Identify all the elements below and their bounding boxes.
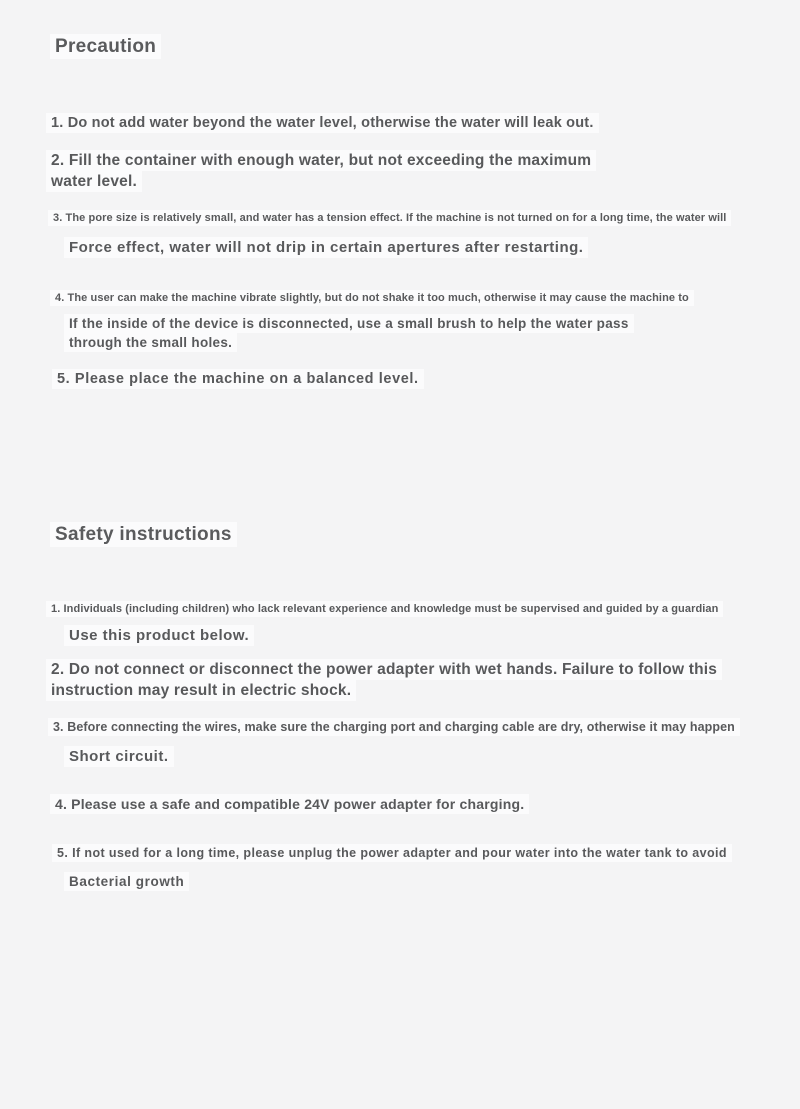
safety-item-5-intro-text: 5. If not used for a long time, please unplug the power adapter and pour water into the water tank to avoid (52, 844, 732, 862)
precaution-item-5 (52, 369, 424, 390)
precaution-item-4-intro (50, 291, 694, 306)
safety-item-2 (46, 660, 746, 701)
precaution-title (50, 36, 161, 58)
precaution-item-4-body (64, 314, 654, 352)
safety-item-3-intro-text: 3. Before connecting the wires, make sure the charging port and charging cable are dry, otherwise it may happen (48, 718, 740, 736)
precaution-item-2 (46, 151, 594, 192)
safety-item-1-body (64, 625, 254, 646)
precaution-item-3-intro-text: 3. The pore size is relatively small, and water has a tension effect. If the machine is not turned on for a long time, the water will (48, 210, 731, 226)
safety-item-3-intro (48, 719, 740, 735)
safety-item-1-intro-text: 1. Individuals (including children) who lack relevant experience and knowledge must be supervised and guided by a guardian (46, 601, 723, 617)
precaution-item-4-body-text: If the inside of the device is disconnected, use a small brush to help the water pass through the small holes. (64, 314, 634, 352)
precaution-item-1-text: 1. Do not add water beyond the water level, otherwise the water will leak out. (46, 113, 599, 133)
safety-item-3-body-text: Short circuit. (64, 746, 174, 767)
precaution-item-5-text: 5. Please place the machine on a balanced level. (52, 369, 424, 389)
safety-item-1-intro (46, 602, 723, 617)
safety-item-3-body (64, 746, 174, 767)
precaution-title-text: Precaution (50, 34, 161, 59)
safety-item-4-text: 4. Please use a safe and compatible 24V power adapter for charging. (50, 794, 529, 814)
safety-item-2-text: 2. Do not connect or disconnect the power adapter with wet hands. Failure to follow this instruction may result in electric shock. (46, 659, 722, 701)
precaution-item-3-body-text: Force effect, water will not drip in certain apertures after restarting. (64, 237, 588, 258)
precaution-item-1 (46, 113, 599, 134)
safety-title-text: Safety instructions (50, 522, 237, 547)
precaution-item-4-intro-text: 4. The user can make the machine vibrate slightly, but do not shake it too much, otherwise it may cause the machine to (50, 290, 694, 306)
safety-item-5-body-text: Bacterial growth (64, 872, 189, 891)
safety-item-5-body (64, 872, 189, 891)
precaution-item-3-intro (48, 211, 731, 226)
safety-title (50, 524, 237, 546)
safety-item-1-body-text: Use this product below. (64, 625, 254, 646)
precaution-item-2-text: 2. Fill the container with enough water, but not exceeding the maximum water level. (46, 150, 596, 192)
precaution-item-3-body (64, 237, 588, 258)
safety-item-5-intro (52, 845, 732, 861)
safety-item-4 (50, 794, 529, 815)
